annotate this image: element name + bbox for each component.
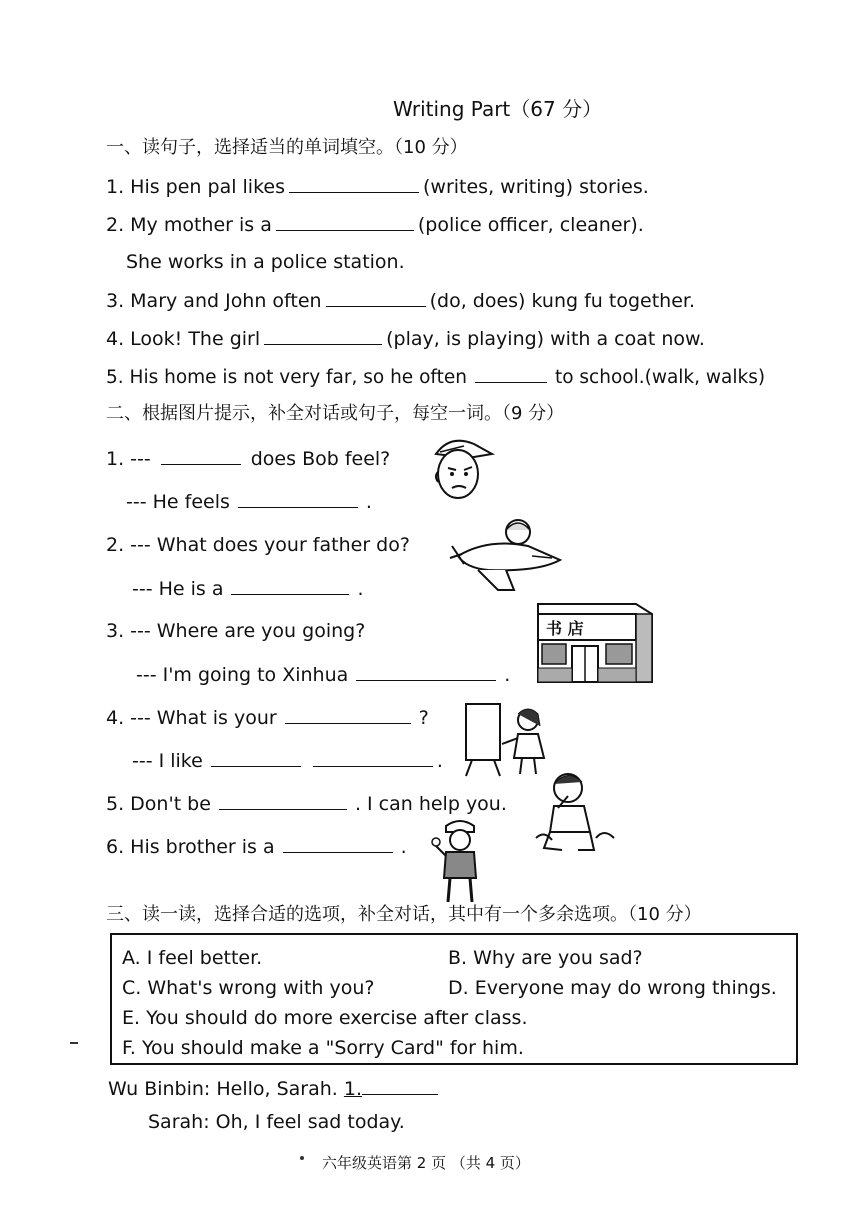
answer-blank[interactable] <box>231 576 349 595</box>
sad-boy-icon <box>534 768 616 856</box>
page-footer: 六年级英语第 2 页 （共 4 页） <box>322 1154 530 1172</box>
s2-q6: 6. His brother is a . <box>106 836 407 858</box>
blank-number: 1. <box>343 1078 363 1100</box>
s2-q3-answer: --- I'm going to Xinhua . <box>136 664 511 686</box>
option-c: C. What's wrong with you? <box>122 977 375 999</box>
s2-q4-question: 4. --- What is your ? <box>106 707 429 729</box>
option-d: D. Everyone may do wrong things. <box>448 977 777 999</box>
answer-blank[interactable] <box>219 791 347 810</box>
s1-item-1: 1. His pen pal likes (writes, writing) stories. <box>106 176 649 198</box>
s2-q2-question: 2. --- What does your father do? <box>106 534 410 556</box>
answer-blank[interactable] <box>475 364 547 383</box>
answer-blank[interactable] <box>161 446 241 465</box>
answer-blank[interactable] <box>285 705 411 724</box>
pilot-airplane-icon <box>448 516 568 596</box>
s2-q1-answer: --- He feels . <box>126 491 372 513</box>
page-title: Writing Part（67 分） <box>393 97 603 121</box>
option-b: B. Why are you sad? <box>448 947 643 969</box>
scan-dot <box>300 1156 304 1160</box>
gardener-boy-icon <box>430 816 490 904</box>
scan-mark <box>70 1042 78 1044</box>
s1-item-3: 3. Mary and John often (do, does) kung fu together. <box>106 290 695 312</box>
s2-q2-answer: --- He is a . <box>132 578 364 600</box>
girl-painting-icon <box>462 700 548 778</box>
answer-blank[interactable] <box>362 1076 438 1095</box>
section1-heading: 一、读句子，选择适当的单词填空。（10 分） <box>106 137 468 158</box>
dialog-line-2: Sarah: Oh, I feel sad today. <box>148 1111 405 1133</box>
s2-q3-question: 3. --- Where are you going? <box>106 620 366 642</box>
answer-blank[interactable] <box>264 326 382 345</box>
s1-item-5: 5. His home is not very far, so he often to school.(walk, walks) <box>106 364 765 390</box>
answer-blank[interactable] <box>238 489 358 508</box>
s2-q1-question: 1. --- does Bob feel? <box>106 448 391 470</box>
answer-blank[interactable] <box>356 662 496 681</box>
shop-sign: 书 店 <box>546 619 584 638</box>
section3-heading: 三、读一读，选择合适的选项，补全对话，其中有一个多余选项。（10 分） <box>106 904 702 925</box>
answer-blank[interactable] <box>276 212 414 231</box>
answer-blank[interactable] <box>211 748 301 767</box>
s2-q5: 5. Don't be . I can help you. <box>106 793 507 815</box>
bookstore-icon <box>532 598 658 688</box>
section2-heading: 二、根据图片提示，补全对话或句子，每空一词。（9 分） <box>106 403 565 424</box>
answer-blank[interactable] <box>313 748 433 767</box>
option-e: E. You should do more exercise after class. <box>122 1007 528 1029</box>
bob-face-icon <box>428 432 498 504</box>
answer-blank[interactable] <box>326 288 426 307</box>
option-a: A. I feel better. <box>122 947 263 969</box>
option-f: F. You should make a "Sorry Card" for him. <box>122 1037 524 1059</box>
dialog-line-1: Wu Binbin: Hello, Sarah. 1. <box>108 1076 438 1101</box>
s2-q4-answer: --- I like . <box>132 750 443 772</box>
answer-blank[interactable] <box>283 834 393 853</box>
s1-item-2-context: She works in a police station. <box>126 251 405 273</box>
s1-item-2: 2. My mother is a (police officer, cleaner). <box>106 214 644 236</box>
answer-blank[interactable] <box>289 174 419 193</box>
s1-item-4: 4. Look! The girl (play, is playing) with a coat now. <box>106 328 705 350</box>
